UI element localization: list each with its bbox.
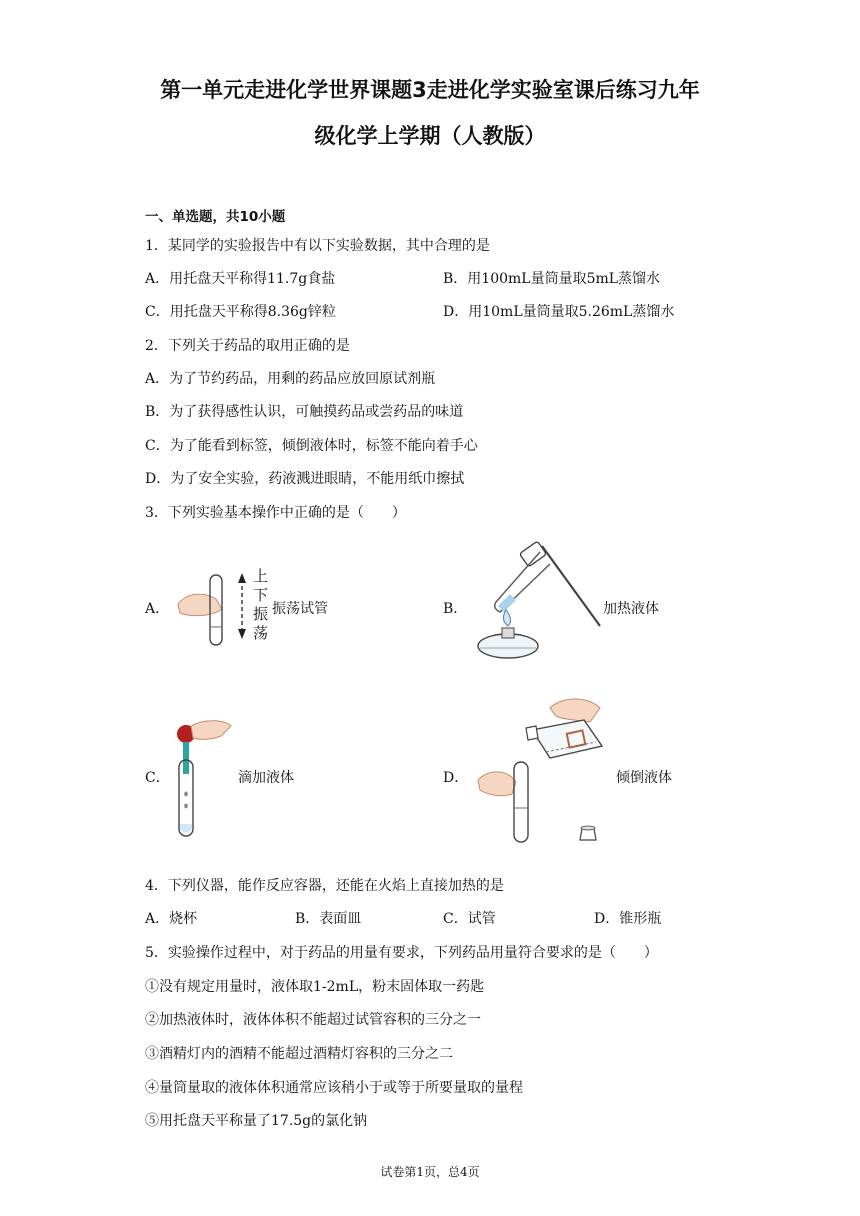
- q5-item-3: ③酒精灯内的酒精不能超过酒精灯容积的三分之二: [145, 1046, 453, 1062]
- q3-option-d-text: 倾倒液体: [616, 770, 672, 786]
- page-title-line1: 第一单元走进化学世界课题3走进化学实验室课后练习九年: [160, 78, 700, 102]
- q1-option-d: D．用10mL量筒量取5.26mL蒸馏水: [443, 304, 675, 320]
- shake-label-char-2: 下: [253, 586, 269, 604]
- pour-liquid-figure: [472, 690, 617, 850]
- q2-option-a: A．为了节约药品，用剩的药品应放回原试剂瓶: [145, 371, 436, 387]
- q4-option-b: B．表面皿: [295, 911, 362, 927]
- section-heading: 一、单选题，共10小题: [145, 209, 286, 225]
- q3-option-b-text: 加热液体: [603, 601, 659, 617]
- heat-liquid-figure: [470, 540, 610, 668]
- shake-label-char-3: 振: [253, 605, 269, 623]
- q4-stem: 4．下列仪器，能作反应容器，还能在火焰上直接加热的是: [145, 878, 504, 894]
- drop-liquid-figure: [165, 714, 240, 839]
- q5-item-4: ④量筒量取的液体体积通常应该稍小于或等于所要量取的量程: [145, 1080, 523, 1096]
- q5-item-2: ②加热液体时，液体体积不能超过试管容积的三分之一: [145, 1012, 481, 1028]
- q1-option-c: C．用托盘天平称得8.36g锌粒: [145, 304, 336, 320]
- q3-stem: 3．下列实验基本操作中正确的是（ ）: [145, 505, 406, 521]
- q2-option-c: C．为了能看到标签，倾倒液体时，标签不能向着手心: [145, 438, 478, 454]
- q4-option-d: D．锥形瓶: [594, 911, 662, 927]
- q1-stem: 1．某同学的实验报告中有以下实验数据，其中合理的是: [145, 238, 490, 254]
- q1-option-a: A．用托盘天平称得11.7g食盐: [145, 271, 336, 287]
- shake-label-char-4: 荡: [253, 624, 269, 642]
- q4-option-a: A．烧杯: [145, 911, 198, 927]
- q2-stem: 2．下列关于药品的取用正确的是: [145, 338, 350, 354]
- q3-option-c-text: 滴加液体: [238, 770, 294, 786]
- q3-option-b-letter: B．: [443, 601, 468, 617]
- q3-option-c-letter: C．: [145, 770, 170, 786]
- q4-option-c: C．试管: [443, 911, 496, 927]
- q5-item-1: ①没有规定用量时，液体取1-2mL，粉末固体取一药匙: [145, 979, 485, 995]
- shake-direction-label: [253, 567, 269, 643]
- q5-stem: 5．实验操作过程中，对于药品的用量有要求，下列药品用量符合要求的是（ ）: [145, 945, 658, 961]
- q2-option-d: D．为了安全实验，药液溅进眼睛，不能用纸巾擦拭: [145, 471, 465, 487]
- page-title-line2: 级化学上学期（人教版）: [314, 124, 546, 148]
- page-footer: 试卷第1页，总4页: [380, 1165, 480, 1179]
- q3-option-a-letter: A．: [145, 601, 170, 617]
- q3-option-d-letter: D．: [443, 770, 469, 786]
- q1-option-b: B．用100mL量筒量取5mL蒸馏水: [443, 271, 661, 287]
- q3-option-a-text: 振荡试管: [272, 601, 328, 617]
- shake-label-char-1: 上: [253, 567, 269, 585]
- q2-option-b: B．为了获得感性认识，可触摸药品或尝药品的味道: [145, 404, 464, 420]
- q5-item-5: ⑤用托盘天平称量了17.5g的氯化钠: [145, 1113, 368, 1129]
